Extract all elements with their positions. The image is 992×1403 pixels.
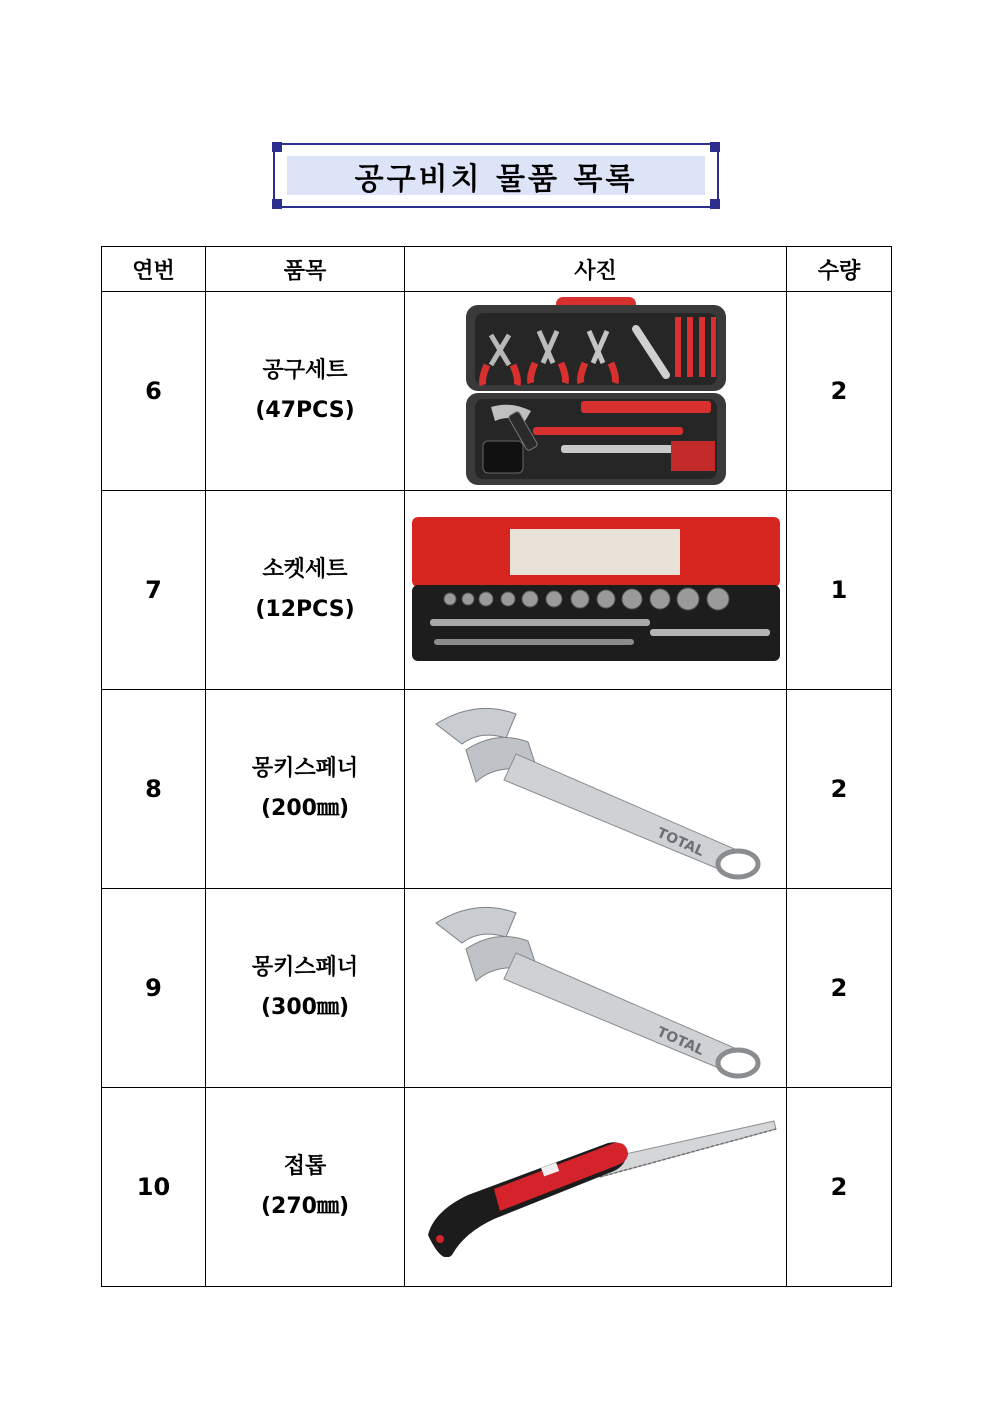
title-corner (710, 199, 720, 209)
table-row (102, 690, 892, 889)
item-name: 접톱 (283, 1154, 327, 1179)
item-spec: (300㎜) (260, 995, 350, 1020)
row-qty: 2 (787, 690, 892, 889)
item-name: 몽키스페너 (251, 756, 359, 781)
photo-cell (405, 1088, 787, 1287)
page-title: 공구비치 물품 목록 (354, 161, 638, 197)
photo-cell (405, 889, 787, 1088)
header-item: 품목 (206, 247, 405, 292)
photo-cell (405, 292, 787, 491)
item-cell (206, 889, 405, 1088)
header-qty: 수량 (787, 247, 892, 292)
wrench-brand: TOTAL (653, 1024, 706, 1059)
item-cell (206, 690, 405, 889)
item-table (101, 246, 892, 1287)
title-corner (272, 142, 282, 152)
item-name: 몽키스페너 (251, 955, 359, 980)
header-no: 연번 (102, 247, 206, 292)
row-qty: 1 (787, 491, 892, 690)
photo-cell (405, 690, 787, 889)
item-spec: (200㎜) (260, 796, 350, 821)
title-box (273, 143, 719, 208)
row-number: 6 (102, 292, 206, 491)
title-band (287, 156, 705, 195)
item-cell (206, 491, 405, 690)
title-corner (272, 199, 282, 209)
item-cell (206, 292, 405, 491)
title-corner (710, 142, 720, 152)
header-photo: 사진 (405, 247, 787, 292)
item-spec: (12PCS) (255, 597, 355, 622)
row-qty: 2 (787, 1088, 892, 1287)
tool-set-case-image (461, 295, 731, 487)
table-row (102, 491, 892, 690)
socket-set-case-image (410, 515, 782, 665)
item-spec: (270㎜) (260, 1194, 350, 1219)
table-row (102, 889, 892, 1088)
row-qty: 2 (787, 292, 892, 491)
row-number: 9 (102, 889, 206, 1088)
folding-saw-image (414, 1117, 778, 1257)
photo-cell (405, 491, 787, 690)
row-number: 10 (102, 1088, 206, 1287)
table-header-row (102, 247, 892, 292)
item-spec: (47PCS) (255, 398, 355, 423)
row-number: 7 (102, 491, 206, 690)
adjustable-wrench-image (426, 694, 766, 884)
wrench-brand: TOTAL (653, 825, 706, 860)
item-cell (206, 1088, 405, 1287)
table-row (102, 1088, 892, 1287)
row-number: 8 (102, 690, 206, 889)
item-name: 공구세트 (262, 358, 348, 383)
table-row (102, 292, 892, 491)
row-qty: 2 (787, 889, 892, 1088)
adjustable-wrench-image (426, 893, 766, 1083)
item-name: 소켓세트 (262, 557, 348, 582)
